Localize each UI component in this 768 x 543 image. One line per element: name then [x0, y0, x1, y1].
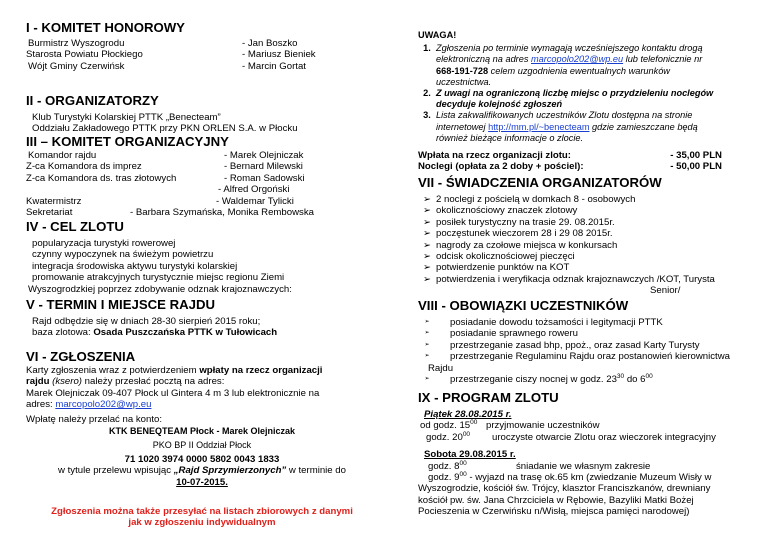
item-text: okolicznościowy znaczek zlotowy	[436, 205, 578, 217]
section-cel-zlotu	[26, 219, 378, 295]
bullet-icon: ➢	[424, 353, 430, 360]
benefit-item	[418, 240, 752, 251]
role: Burmistrz Wyszogrodu	[28, 38, 125, 49]
term-line: Rajd odbędzie się w dniach 28-30 sierpień 2015 roku;	[32, 316, 261, 327]
section-obowiazki	[418, 298, 752, 385]
benefit-item	[418, 274, 752, 285]
section-organizatorzy	[26, 93, 378, 135]
item-text: posiadanie sprawnego roweru	[450, 328, 578, 340]
uwaga-item	[418, 110, 752, 144]
bullet-icon: ➢	[422, 216, 432, 228]
bullet-icon: ➢	[422, 205, 432, 217]
benefit-item	[418, 205, 752, 216]
email-link[interactable]: marcopolo202@wp.eu	[55, 399, 152, 411]
name: - Roman Sadowski	[224, 172, 305, 184]
text: Zgłoszenia po terminie wymagają wcześniejszego kontaktu drogą	[436, 43, 703, 54]
duty-item	[418, 317, 752, 328]
benefit-item	[418, 251, 752, 262]
schedule-row	[418, 472, 752, 483]
deadline: 10-07-2015.	[176, 476, 228, 488]
item-number: 1.	[423, 43, 431, 54]
bank-name: PKO BP II Oddział Płock	[152, 440, 252, 451]
email-link[interactable]: marcopolo202@wp.eu	[531, 54, 624, 65]
bullet-icon: ➢	[422, 273, 432, 285]
bullet-icon: ➢	[422, 228, 432, 240]
role	[26, 184, 218, 195]
text: lub telefonicznie nr	[625, 54, 703, 65]
text-bold: wpłaty na rzecz organizacji	[199, 365, 323, 376]
fee-label: Wpłata na rzecz organizacji zlotu:	[418, 150, 571, 161]
red-note: jak w zgłoszeniu indywidualnym	[128, 517, 276, 529]
base-prefix: baza zlotowa:	[32, 327, 91, 339]
name: - Bernard Milewski	[224, 161, 303, 173]
desc: uroczyste otwarcie Zlotu oraz wieczorek integracyjny	[492, 431, 716, 443]
desc: - wyjazd na trasę ok.65 km (zwiedzanie Muzeum Wisły w	[469, 472, 712, 484]
committee-row	[26, 184, 378, 195]
red-note: Zgłoszenia można także przesyłać na listach zbiorowych z danymi	[51, 506, 353, 518]
goal-line: popularyzacja turystyki rowerowej	[32, 238, 176, 249]
bullet-icon: ➢	[424, 319, 430, 325]
bullet-icon: ➢	[422, 239, 432, 251]
section-title: VIII - OBOWIĄZKI UCZESTNIKÓW	[418, 298, 629, 313]
role: Wójt Gminy Czerwińsk	[28, 60, 125, 72]
text: również bieżące informacje o zlocie.	[436, 132, 584, 143]
goal-line: promowanie atrakcyjnych turystycznie miejsc regionu Ziemi	[32, 272, 285, 284]
committee-row	[26, 38, 378, 49]
organizer-line: Klub Turystyki Kolarskiej PTTK „Benecteam”	[32, 112, 221, 123]
text: do 6	[626, 374, 646, 386]
time-sup: 00	[462, 430, 471, 438]
item-text: przestrzeganie Regulaminu Rajdu oraz postanowień kierownictwa	[450, 351, 730, 363]
item-text: nagrody za czołowe miejsca w konkursach	[436, 239, 618, 251]
section-title: VI - ZGŁOSZENIA	[26, 349, 136, 364]
text-bold: rajdu	[26, 376, 50, 388]
committee-row	[26, 207, 378, 218]
name: - Alfred Orgoński	[218, 184, 290, 196]
goal-line: Wyszogrodzkiej poprzez zdobywanie odznak krajoznawczych:	[28, 283, 292, 295]
section-program	[418, 390, 752, 518]
name: - Barbara Szymańska, Monika Rembowska	[130, 207, 314, 219]
account-number: 71 1020 3974 0000 5802 0043 1833	[124, 453, 280, 465]
text: przestrzeganie ciszy nocnej w godz. 23	[450, 374, 617, 386]
fee-value: - 50,00 PLN	[670, 161, 722, 173]
name: - Marek Olejniczak	[224, 150, 304, 161]
section-termin	[26, 297, 378, 339]
bullet-icon: ➢	[424, 341, 430, 348]
section-title: VII - ŚWIADCZENIA ORGANIZATORÓW	[418, 175, 662, 190]
duty-item	[418, 351, 752, 362]
time-sup: 30	[616, 372, 625, 380]
text: decyduje kolejność zgłoszeń	[436, 99, 563, 110]
text: elektroniczną na adres	[436, 54, 529, 65]
committee-row	[26, 196, 378, 207]
text: należy przesłać pocztą na adres:	[84, 376, 225, 388]
schedule-line: Wyszogrodzie, kościół św. Trójcy, klasztor Franciszkanów, drewniany	[418, 483, 711, 495]
uwaga-item	[418, 88, 752, 110]
registration-line	[26, 399, 378, 410]
uwaga-item	[418, 43, 752, 88]
item-text: odcisk okolicznościowej pieczęci	[436, 251, 575, 263]
bullet-icon: ➢	[422, 251, 432, 263]
text: Z uwagi na ograniczoną liczbę miejsc o przydzieleniu noclegów	[436, 88, 714, 99]
role: Z-ca Komandora ds. tras złotowych	[26, 172, 177, 184]
schedule-line: Pocieszenia w Czerwińsku n/Wisłą, miejsca pamięci narodowej)	[418, 506, 690, 518]
desc: śniadanie we własnym zakresie	[516, 460, 651, 472]
time: godz. 20	[426, 431, 463, 443]
schedule-row	[418, 461, 752, 472]
organizer-line: Oddziału Zakładowego PTTK przy PKN ORLEN S.A. w Płocku	[32, 123, 298, 135]
text: internetowej	[436, 121, 486, 132]
item-continuation: Rajdu	[428, 362, 454, 374]
item-text: przestrzeganie zasad bhp, ppoż., oraz zasad Karty Turysty	[450, 339, 700, 351]
fee-value: - 35,00 PLN	[670, 150, 722, 161]
text: Karty zgłoszenia wraz z potwierdzeniem	[26, 365, 197, 376]
day-heading: Piątek 28.08.2015 r.	[424, 409, 512, 420]
time: godz. 9	[428, 472, 460, 484]
duty-item	[418, 374, 752, 385]
schedule-row	[418, 432, 752, 443]
section-title: II - ORGANIZATORZY	[26, 93, 159, 108]
term-line	[32, 327, 378, 338]
section-swiadczenia	[418, 175, 752, 297]
text: gdzie zamieszczane będą	[592, 121, 698, 132]
name: - Mariusz Bieniek	[242, 49, 316, 61]
registration-line: Wpłatę należy przelać na konto:	[26, 413, 162, 425]
fee-label: Noclegi (opłata za 2 doby + pościel):	[418, 161, 584, 173]
committee-row	[26, 173, 378, 184]
time-sup: 00	[645, 372, 653, 380]
role: Z-ca Komandora ds imprez	[26, 161, 142, 173]
role: Kwatermistrz	[26, 195, 82, 207]
role: Sekretariat	[26, 207, 73, 219]
time: od godz. 15	[420, 420, 471, 432]
item-number: 3.	[423, 110, 431, 121]
goal-line: czynny wypoczynek na świeżym powietrzu	[32, 249, 214, 261]
role: Komandor rajdu	[28, 150, 97, 161]
item-text: posiłek turystyczny na trasie 29. 08.2015r.	[436, 216, 615, 228]
name: - Marcin Gortat	[242, 60, 306, 72]
role: Starosta Powiatu Płockiego	[26, 49, 143, 61]
fees-block	[418, 150, 722, 173]
text-bold-italic: „Rajd Sprzymierzonych”	[173, 465, 287, 477]
benefit-item	[418, 228, 752, 239]
item-text: potwierdzenia i weryfikacja odznak krajoznawczych /KOT, Turysta	[436, 273, 715, 285]
time-sup: 00	[459, 470, 467, 478]
benefit-item	[418, 262, 752, 273]
section-komitet-organizacyjny	[26, 134, 378, 218]
section-title: III – KOMITET ORGANIZACYJNY	[26, 134, 229, 149]
committee-row	[26, 150, 378, 161]
base-place: Osada Puszczańska PTTK w Tułowicach	[93, 327, 278, 339]
bullet-icon: ➢	[424, 376, 430, 383]
item-text: potwierdzenie punktów na KOT	[436, 262, 570, 274]
time-sup: 00	[470, 419, 478, 427]
schedule-line: kościół pw. św. Jana Chrzciciela w Rębowie, Bazyliki Matki Bożej	[418, 494, 694, 506]
phone-number: 668-191-728	[436, 65, 489, 76]
item-number: 2.	[423, 88, 431, 99]
time: godz. 8	[428, 460, 460, 472]
section-title: V - TERMIN I MIEJSCE RAJDU	[26, 297, 216, 312]
item-text: 2 noclegi z pościelą w domkach 8 - osobowych	[436, 194, 636, 205]
text: uczestnictwa.	[436, 76, 492, 87]
day-heading: Sobota 29.08.2015 r.	[424, 449, 516, 461]
website-link[interactable]: http://mm.pl/~benecteam	[488, 121, 590, 132]
committee-row	[26, 49, 378, 60]
account-name: KTK BENEQTEAM Płock - Marek Olejniczak	[108, 426, 296, 437]
bullet-icon: ➢	[424, 330, 430, 337]
text: adres:	[26, 399, 53, 411]
uwaga-label: UWAGA!	[418, 30, 457, 40]
fee-row	[418, 150, 722, 161]
text: Lista zakwalifikowanych uczestników Zlotu dostępna na stronie	[436, 110, 693, 121]
name: - Jan Boszko	[242, 38, 298, 49]
benefit-item	[418, 217, 752, 228]
section-title: IV - CEL ZLOTU	[26, 219, 124, 234]
registration-line	[26, 376, 378, 387]
registration-line: Marek Olejniczak 09-407 Płock ul Gintera 4 m 3 lub elektronicznie na	[26, 387, 320, 399]
item-text: posiadanie dowodu tożsamości i legitymacji PTTK	[450, 317, 663, 328]
section-zgloszenia	[26, 349, 378, 529]
uwaga-block	[418, 30, 752, 144]
item-text: poczęstunek wieczorem 28 i 29 08 2015r.	[436, 228, 613, 240]
section-title: IX - PROGRAM ZLOTU	[418, 390, 559, 405]
text: w terminie do	[288, 465, 346, 477]
bullet-icon: ➢	[422, 262, 432, 274]
text: celem uzgodnienia ewentualnych warunków	[490, 65, 670, 76]
item-continuation: Senior/	[650, 285, 681, 297]
text: w tytule przelewu wpisując	[58, 465, 172, 477]
transfer-title	[26, 465, 378, 476]
benefit-item	[418, 194, 752, 205]
text-italic: (ksero)	[52, 376, 82, 388]
duty-item	[418, 328, 752, 339]
desc: przyjmowanie uczestników	[486, 420, 600, 432]
duty-item	[418, 340, 752, 351]
committee-row	[26, 161, 378, 172]
name: - Waldemar Tylicki	[216, 195, 294, 207]
goal-line: integracja środowiska aktywu turystyki kolarskiej	[32, 260, 238, 272]
section-komitet-honorowy	[26, 20, 378, 72]
time-sup: 00	[459, 459, 467, 467]
registration-line	[26, 365, 378, 376]
fee-row	[418, 161, 722, 172]
committee-row	[26, 61, 378, 72]
bullet-icon: ➢	[422, 194, 432, 205]
section-title: I - KOMITET HONOROWY	[26, 20, 185, 35]
